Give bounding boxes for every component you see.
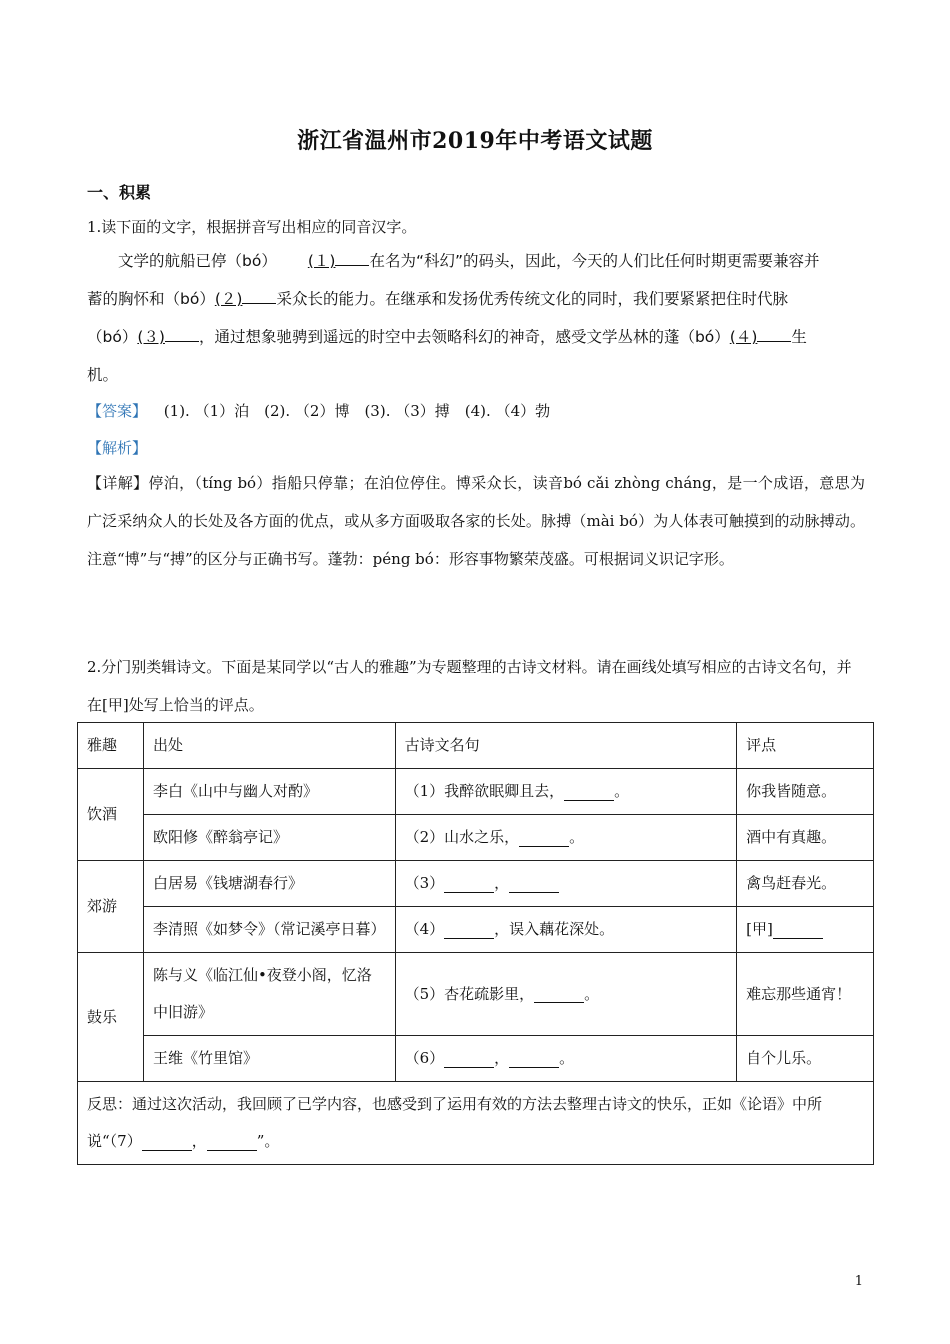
answer-blank [564,784,614,801]
table-row [78,861,874,907]
analysis-tag: 【解析】 [87,439,148,457]
page-title: 浙江省温州市2019年中考语文试题 [297,128,653,154]
comment-cell: 自个儿乐。 [737,1036,874,1082]
header-cell: 雅趣 [78,723,144,769]
answer-blank [207,1134,257,1151]
explanation-text: 【详解】停泊，（tíng bó）指船只停靠；在泊位停住。博采众长，读音bó cǎi zhòng cháng，是一个成语，意思为广泛采纳众人的长处及各方面的优点，或从多方面吸取各家的长处。脉搏（mài bó）为人体表可触摸到的动脉搏动。注意“博”与“搏”的区分与正确书写。蓬勃：péng bó：形容事物繁荣茂盛。可根据词义识记字形。 [87,474,865,568]
blank-2-number: (２) [214,290,243,308]
section-heading: 一、积累 [87,183,152,202]
header-cell: 评点 [737,723,874,769]
line-text: 。 [559,1049,575,1067]
reflection-text: ， [191,1132,207,1150]
answer-blank [519,830,569,847]
reflection-text: ”。 [256,1132,280,1150]
blank-1-line [335,251,369,266]
question-2-prompt-text: 2.分门别类辑诗文。下面是某同学以“古人的雅趣”为专题整理的古诗文材料。请在画线处填写相应的古诗文名句，并在[甲]处写上恰当的评点。 [87,658,852,714]
question-2-prompt [87,648,865,724]
table-row [78,953,874,1036]
comment-cell: 你我皆随意。 [737,769,874,815]
line-text: 。 [569,828,585,846]
line-text: 。 [584,984,600,1003]
answer-blank [444,922,494,939]
table-header-row [78,723,874,769]
table-row [78,907,874,953]
passage-text: 生 [791,328,807,346]
line-text: （3） [404,874,445,892]
answer-text: (1). （1）泊 (2). （2）博 (3). （3）搏 (4). （4）勃 [163,402,551,420]
passage-text: 文学的航船已停（bó） [118,252,277,270]
passage-text: ，通过想象驰骋到遥远的时空中去领略科幻的神奇，感受文学丛林的蓬（bó） [198,328,730,346]
line-cell [395,861,737,907]
answer-line [87,400,550,421]
answer-blank [444,876,494,893]
answer-blank [444,1051,494,1068]
line-cell [395,1036,737,1082]
answer-blank [509,1051,559,1068]
source-cell: 李白《山中与幽人对酌》 [143,769,395,815]
comment-text: [甲] [746,920,773,938]
passage-text: 机。 [87,366,119,384]
blank-1-number: (１) [307,252,336,270]
answer-tag: 【答案】 [87,402,148,420]
line-cell [395,815,737,861]
group-cell: 鼓乐 [78,953,144,1082]
passage-text: （bó） [87,328,138,346]
table-row [78,815,874,861]
reflection-cell [78,1082,874,1165]
source-cell: 王维《竹里馆》 [143,1036,395,1082]
answer-blank [142,1134,192,1151]
comment-cell: 难忘那些通宵！ [737,953,874,1036]
table-row [78,769,874,815]
line-text: （5）杏花疏影里， [404,984,535,1003]
question-1-passage [87,242,867,394]
passage-text: 采众长的能力。在继承和发扬优秀传统文化的同时，我们要紧紧把住时代脉 [276,290,788,308]
source-cell: 白居易《钱塘湖春行》 [143,861,395,907]
blank-4-number: (４) [729,328,758,346]
blank-2-line [242,289,276,304]
group-cell: 饮酒 [78,769,144,861]
blank-3-line [165,327,199,342]
line-text: （2）山水之乐， [404,828,520,846]
line-text: （1）我醉欲眠卿且去， [404,782,565,800]
answer-blank [509,876,559,893]
line-text: ， [494,1049,510,1067]
line-text: （6） [404,1049,445,1067]
group-cell: 郊游 [78,861,144,953]
page-number: 1 [854,1274,863,1289]
line-text: 。 [614,782,630,800]
source-cell: 李清照《如梦令》（常记溪亭日暮） [143,907,395,953]
table-row [78,1036,874,1082]
blank-3-number: (３) [137,328,165,346]
blank-4-line [757,327,791,342]
reflection-text: 反思：通过这次活动，我回顾了已学内容，也感受到了运用有效的方法去整理古诗文的快乐，正如《论语》中所说“（7） [87,1095,823,1150]
line-text: （4） [404,920,445,938]
header-cell: 出处 [143,723,395,769]
source-cell: 欧阳修《醉翁亭记》 [143,815,395,861]
answer-blank [773,922,823,939]
line-text: ，误入藕花深处。 [494,920,615,938]
comment-cell [737,907,874,953]
header-cell: 古诗文名句 [395,723,737,769]
line-cell [395,953,737,1036]
answer-blank [534,986,584,1003]
reflection-row [78,1082,874,1165]
poem-table [77,722,874,1165]
line-text: ， [494,874,510,892]
explanation [87,464,865,578]
passage-text: 在名为“科幻”的码头，因此，今天的人们比任何时期更需要兼容并 [369,252,820,270]
passage-text: 蓄的胸怀和（bó） [87,290,215,308]
comment-cell: 酒中有真趣。 [737,815,874,861]
source-cell: 陈与义《临江仙•夜登小阁，忆洛中旧游》 [143,953,395,1036]
comment-cell: 禽鸟赶春光。 [737,861,874,907]
question-1-prompt: 1.读下面的文字，根据拼音写出相应的同音汉字。 [87,218,417,236]
line-cell [395,907,737,953]
line-cell [395,769,737,815]
